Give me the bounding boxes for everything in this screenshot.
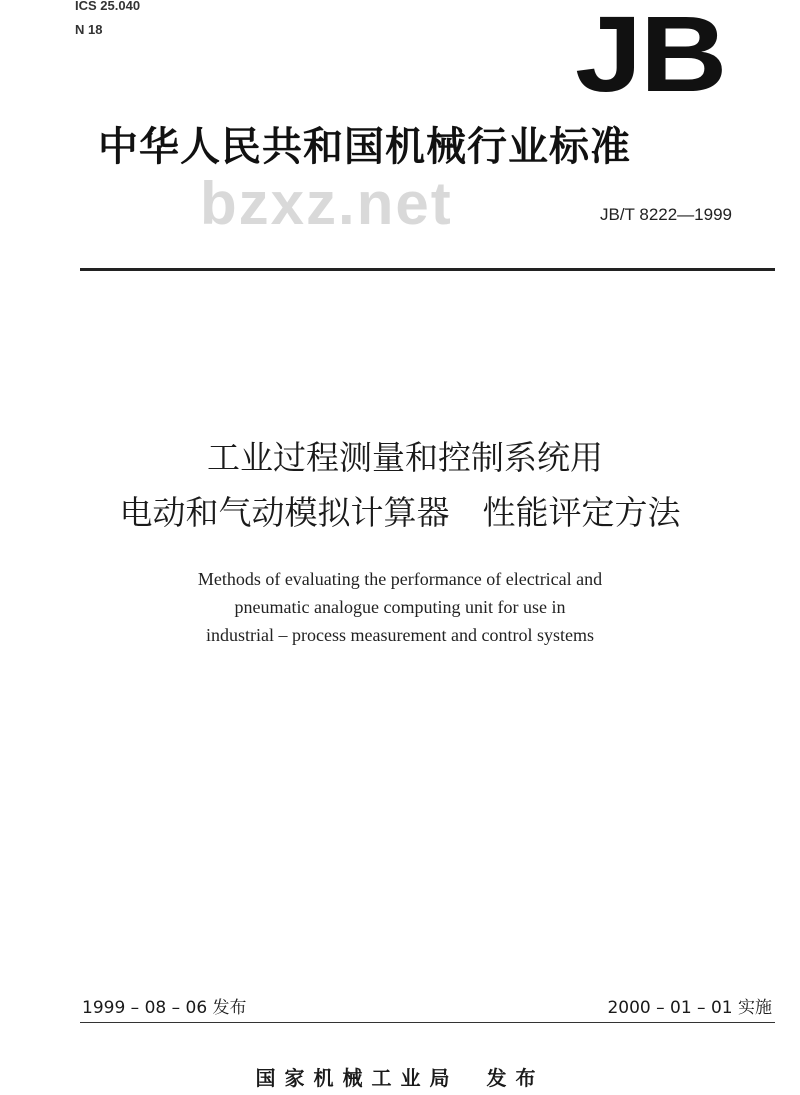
standard-code: JB/T 8222—1999 (600, 205, 732, 224)
title-en-line: Methods of evaluating the performance of electrical and (197, 569, 603, 589)
title-en-line: pneumatic analogue computing unit for use in (234, 597, 566, 617)
footer-divider (80, 1022, 775, 1023)
watermark: bzxz.net (200, 170, 453, 237)
header-divider (80, 268, 775, 271)
jb-logo: JB (575, 0, 726, 114)
effective-date: 2000 – 01 – 01 实施 (607, 998, 772, 1018)
ccs-code: N 18 (75, 22, 103, 37)
title-en (0, 565, 800, 649)
publish-label: 发布 (486, 1066, 545, 1090)
issue-date: 1999 – 08 – 06 发布 (82, 998, 247, 1018)
title-cn-line2: 电动和气动模拟计算器 性能评定方法 (119, 493, 681, 532)
publisher (0, 1066, 800, 1090)
standard-type-heading: 中华人民共和国机械行业标准 (98, 124, 631, 170)
publisher-name: 国家机械工业局 (255, 1066, 459, 1090)
title-cn-line1: 工业过程测量和控制系统用 (207, 438, 603, 477)
title-en-line: industrial – process measurement and control systems (206, 625, 594, 645)
ics-code: ICS 25.040 (75, 0, 141, 13)
